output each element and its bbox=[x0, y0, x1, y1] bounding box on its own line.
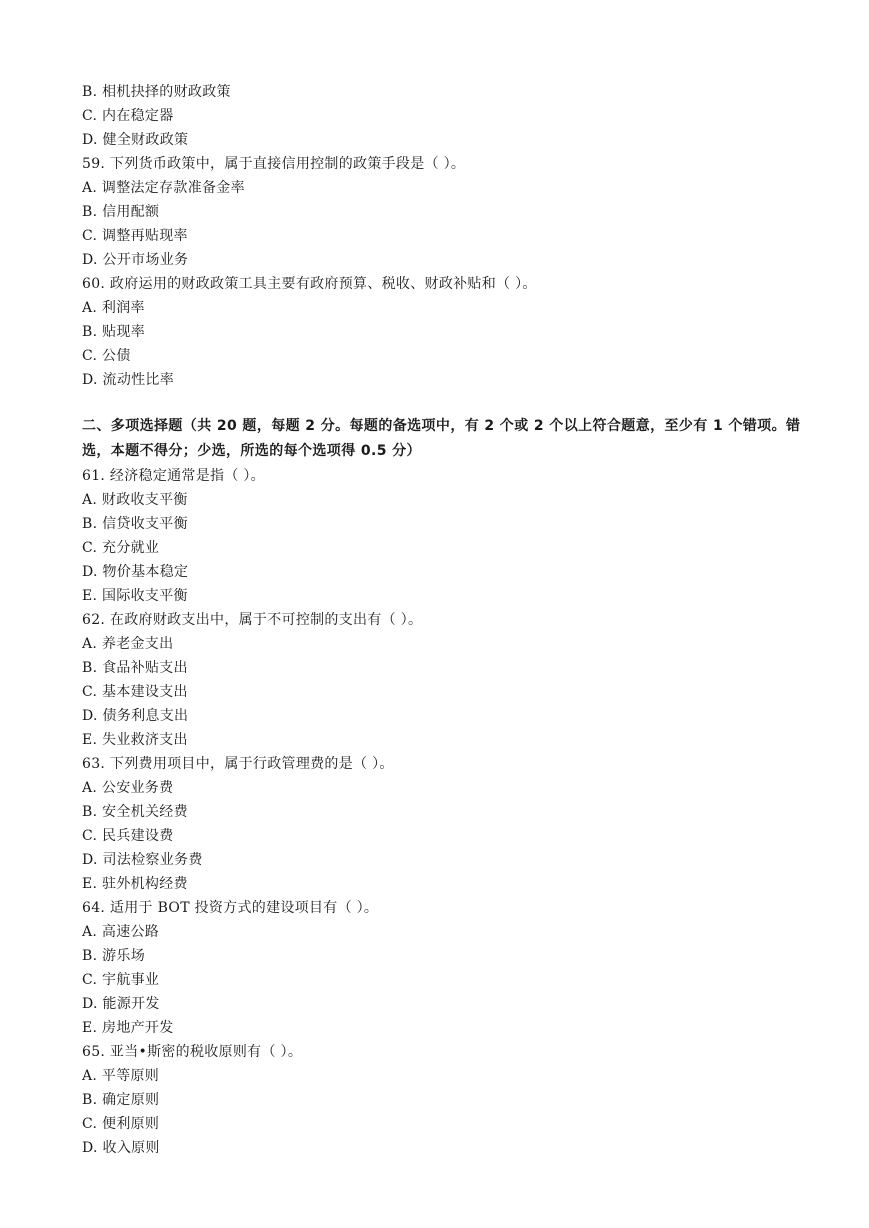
line: C. 调整再贴现率 bbox=[82, 228, 188, 244]
line: A. 养老金支出 bbox=[82, 636, 174, 652]
line: 65. 亚当•斯密的税收原则有（ ）。 bbox=[82, 1044, 303, 1060]
section-heading: 二、多项选择题（共 20 题，每题 2 分。每题的备选项中，有 2 个或 2 个以上符合题意，至少有 1 个错项。错选，本题不得分；少选，所选的每个选项得 0.5 分） bbox=[82, 418, 801, 459]
document-page bbox=[82, 80, 822, 1160]
line: E. 房地产开发 bbox=[82, 1020, 174, 1036]
line: E. 国际收支平衡 bbox=[82, 588, 188, 604]
line: 59. 下列货币政策中，属于直接信用控制的政策手段是（ ）。 bbox=[82, 156, 466, 172]
line: C. 宇航事业 bbox=[82, 972, 160, 988]
line: C. 充分就业 bbox=[82, 540, 160, 556]
line: E. 失业救济支出 bbox=[82, 732, 188, 748]
line: B. 信贷收支平衡 bbox=[82, 516, 188, 532]
line: E. 驻外机构经费 bbox=[82, 876, 188, 892]
line: B. 相机抉择的财政政策 bbox=[82, 84, 231, 100]
line: D. 健全财政政策 bbox=[82, 132, 189, 148]
line: A. 高速公路 bbox=[82, 924, 160, 940]
line: 64. 适用于 BOT 投资方式的建设项目有（ ）。 bbox=[82, 900, 379, 916]
line: B. 信用配额 bbox=[82, 204, 160, 220]
line: B. 安全机关经费 bbox=[82, 804, 188, 820]
section-gap bbox=[82, 392, 822, 414]
line: A. 公安业务费 bbox=[82, 780, 174, 796]
line: D. 公开市场业务 bbox=[82, 252, 189, 268]
line: D. 物价基本稳定 bbox=[82, 564, 189, 580]
line: A. 利润率 bbox=[82, 300, 145, 316]
line: B. 确定原则 bbox=[82, 1092, 160, 1108]
line: 62. 在政府财政支出中，属于不可控制的支出有（ ）。 bbox=[82, 612, 423, 628]
line: 61. 经济稳定通常是指（ ）。 bbox=[82, 468, 265, 484]
line: B. 游乐场 bbox=[82, 948, 145, 964]
line: A. 调整法定存款准备金率 bbox=[82, 180, 245, 196]
line: C. 公债 bbox=[82, 348, 131, 364]
line: C. 基本建设支出 bbox=[82, 684, 188, 700]
line: B. 贴现率 bbox=[82, 324, 145, 340]
line: A. 平等原则 bbox=[82, 1068, 160, 1084]
line: D. 债务利息支出 bbox=[82, 708, 189, 724]
line: D. 能源开发 bbox=[82, 996, 160, 1012]
line: D. 司法检察业务费 bbox=[82, 852, 203, 868]
line: 60. 政府运用的财政政策工具主要有政府预算、税收、财政补贴和（ ）。 bbox=[82, 276, 537, 292]
line: C. 民兵建设费 bbox=[82, 828, 174, 844]
line: C. 内在稳定器 bbox=[82, 108, 174, 124]
line: D. 收入原则 bbox=[82, 1140, 160, 1156]
line: C. 便利原则 bbox=[82, 1116, 160, 1132]
line: A. 财政收支平衡 bbox=[82, 492, 188, 508]
line: 63. 下列费用项目中，属于行政管理费的是（ ）。 bbox=[82, 756, 394, 772]
line: B. 食品补贴支出 bbox=[82, 660, 188, 676]
line: D. 流动性比率 bbox=[82, 372, 175, 388]
